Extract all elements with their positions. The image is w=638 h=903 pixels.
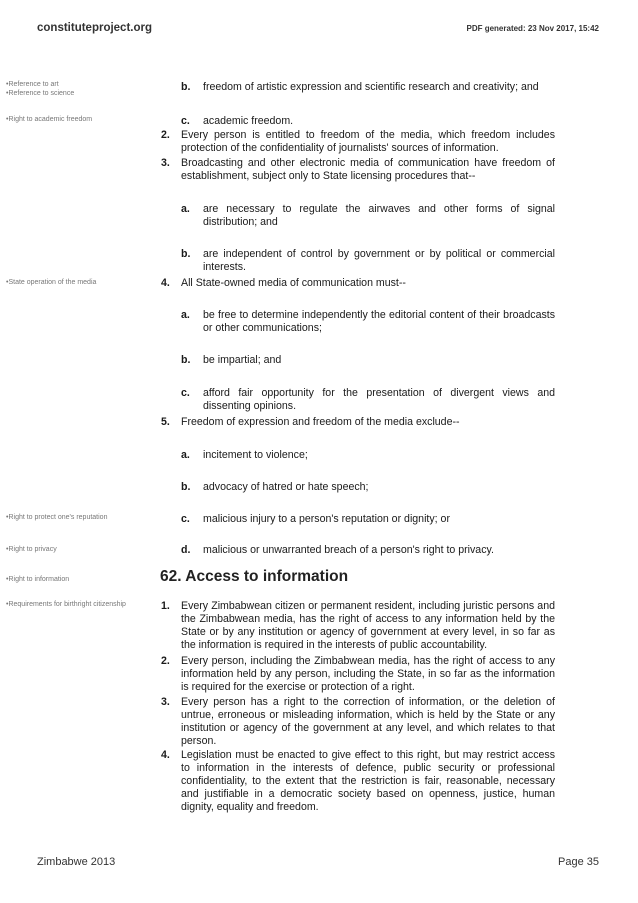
- clause-text: Every person is entitled to freedom of the media, which freedom includes protection of the confidentiality of journalists' sources of information.: [181, 129, 555, 154]
- item-text: academic freedom.: [203, 115, 294, 127]
- clause-text: Broadcasting and other electronic media of communication have freedom of establishment, subject only to State licensing procedures that--: [181, 157, 555, 182]
- clause-number: 2.: [161, 655, 170, 667]
- item-label: c.: [181, 115, 190, 127]
- generated-date: PDF generated: 23 Nov 2017, 15:42: [466, 24, 599, 33]
- item-label: b.: [181, 354, 191, 366]
- clause-number: 4.: [161, 749, 170, 761]
- clause-number: 2.: [161, 129, 170, 141]
- sidebar-tag[interactable]: • Right to academic freedom: [6, 115, 92, 124]
- sidebar-tag-group: [6, 575, 69, 584]
- clause-text: Every person, including the Zimbabwean media, has the right of access to any information held by any person, including the State, in so far as the information is required for the exercise or protection of a right.: [181, 655, 555, 693]
- clause-number: 3.: [161, 157, 170, 169]
- item-label: c.: [181, 513, 190, 525]
- page-number: Page 35: [558, 856, 599, 868]
- clause-text: Every Zimbabwean citizen or permanent resident, including juristic persons and the Zimbabwean media, has the right of access to any information held by the State or by any institution or agency of government at every level, in so far as the information is required in the interests of public accountability.: [181, 600, 555, 651]
- clause-number: 3.: [161, 696, 170, 708]
- item-text: incitement to violence;: [203, 449, 308, 461]
- item-label: b.: [181, 81, 191, 93]
- item-text: be free to determine independently the editorial content of their broadcasts or other communications;: [203, 309, 555, 334]
- sidebar-tag[interactable]: • Requirements for birthright citizenship: [6, 600, 126, 609]
- sidebar-tag-group: [6, 278, 96, 287]
- sidebar-tag[interactable]: • Reference to science: [6, 89, 74, 98]
- item-label: a.: [181, 309, 190, 321]
- section-heading: 62. Access to information: [160, 568, 349, 585]
- item-text: be impartial; and: [203, 354, 282, 366]
- item-text: freedom of artistic expression and scientific research and creativity; and: [203, 81, 539, 93]
- item-text: afford fair opportunity for the presentation of divergent views and dissenting opinions.: [203, 387, 555, 412]
- sidebar-tag[interactable]: • Right to protect one's reputation: [6, 513, 107, 522]
- sidebar-tag[interactable]: • Right to information: [6, 575, 69, 584]
- item-label: a.: [181, 449, 190, 461]
- item-label: a.: [181, 203, 190, 215]
- sidebar-tag-group: [6, 115, 92, 124]
- clause-text: Freedom of expression and freedom of the media exclude--: [181, 416, 460, 428]
- item-text: are independent of control by government or by political or commercial interests.: [203, 248, 555, 273]
- clause-number: 4.: [161, 277, 170, 289]
- sidebar-tag-group: [6, 545, 57, 554]
- footer-country: Zimbabwe 2013: [37, 856, 116, 868]
- item-text: malicious injury to a person's reputation or dignity; or: [203, 513, 450, 525]
- item-label: c.: [181, 387, 190, 399]
- clause-number: 1.: [161, 600, 170, 612]
- item-text: malicious or unwarranted breach of a person's right to privacy.: [203, 544, 494, 556]
- sidebar-tag-group: [6, 600, 126, 609]
- item-text: advocacy of hatred or hate speech;: [203, 481, 369, 493]
- site-name: constituteproject.org: [37, 22, 153, 34]
- item-label: d.: [181, 544, 191, 556]
- sidebar-tag[interactable]: • State operation of the media: [6, 278, 96, 287]
- clause-text: Every person has a right to the correction of information, or the deletion of untrue, erroneous or misleading information, which is held by the State or any institution or agency of the government at any level, and which relates to that person.: [181, 696, 555, 747]
- sidebar-tag-group: [6, 513, 107, 522]
- clause-text: All State-owned media of communication must--: [181, 277, 406, 289]
- item-label: b.: [181, 248, 191, 260]
- sidebar-tag[interactable]: • Right to privacy: [6, 545, 57, 554]
- sidebar-tag-group: [6, 80, 74, 98]
- sidebar-tag[interactable]: • Reference to art: [6, 80, 74, 89]
- item-text: are necessary to regulate the airwaves and other forms of signal distribution; and: [203, 203, 555, 228]
- item-label: b.: [181, 481, 191, 493]
- clause-number: 5.: [161, 416, 170, 428]
- clause-text: Legislation must be enacted to give effect to this right, but may restrict access to information in the interests of defence, public security or professional confidentiality, to the extent that the restriction is fair, reasonable, necessary and justifiable in a democratic society based on openness, justice, human dignity, equality and freedom.: [181, 749, 555, 813]
